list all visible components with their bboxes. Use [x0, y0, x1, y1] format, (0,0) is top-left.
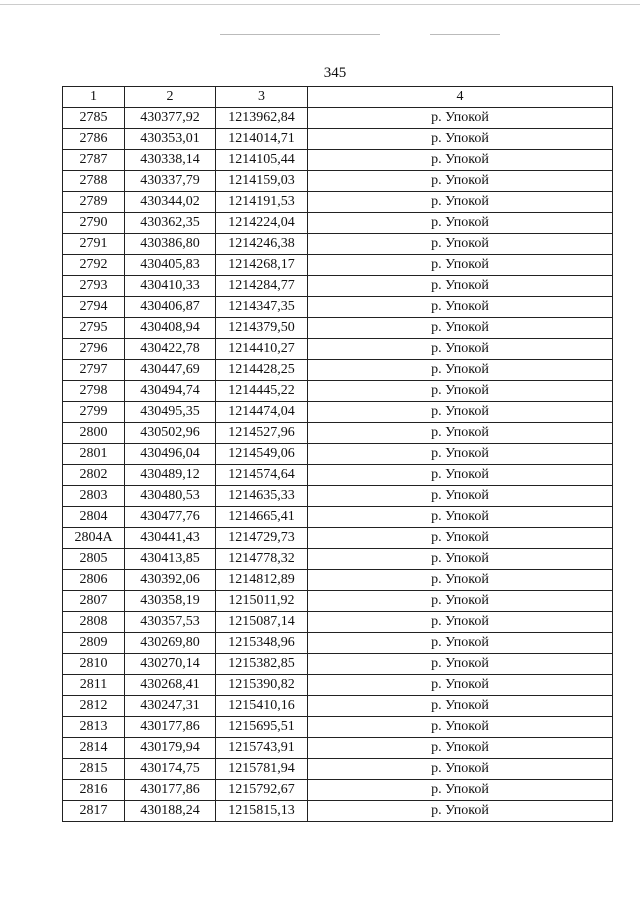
table-row	[63, 276, 613, 297]
x-coordinate-cell: 430480,53	[125, 486, 216, 507]
description-cell: р. Упокой	[308, 486, 613, 507]
y-coordinate-cell: 1215792,67	[216, 780, 308, 801]
y-coordinate-cell: 1214105,44	[216, 150, 308, 171]
point-number-cell: 2799	[63, 402, 125, 423]
point-number-cell: 2807	[63, 591, 125, 612]
description-cell: р. Упокой	[308, 465, 613, 486]
point-number-cell: 2787	[63, 150, 125, 171]
table-row	[63, 171, 613, 192]
table-row	[63, 192, 613, 213]
table-row	[63, 696, 613, 717]
x-coordinate-cell: 430174,75	[125, 759, 216, 780]
x-coordinate-cell: 430477,76	[125, 507, 216, 528]
description-cell: р. Упокой	[308, 255, 613, 276]
y-coordinate-cell: 1214549,06	[216, 444, 308, 465]
y-coordinate-cell: 1214812,89	[216, 570, 308, 591]
description-cell: р. Упокой	[308, 192, 613, 213]
table-row	[63, 255, 613, 276]
x-coordinate-cell: 430269,80	[125, 633, 216, 654]
x-coordinate-cell: 430494,74	[125, 381, 216, 402]
scan-artifact-line	[220, 34, 380, 35]
description-cell: р. Упокой	[308, 108, 613, 129]
y-coordinate-cell: 1215087,14	[216, 612, 308, 633]
description-cell: р. Упокой	[308, 360, 613, 381]
point-number-cell: 2805	[63, 549, 125, 570]
table-header-row	[63, 87, 613, 108]
table-row	[63, 339, 613, 360]
description-cell: р. Упокой	[308, 801, 613, 822]
description-cell: р. Упокой	[308, 633, 613, 654]
x-coordinate-cell: 430495,35	[125, 402, 216, 423]
description-cell: р. Упокой	[308, 570, 613, 591]
y-coordinate-cell: 1214347,35	[216, 297, 308, 318]
description-cell: р. Упокой	[308, 423, 613, 444]
point-number-cell: 2814	[63, 738, 125, 759]
description-cell: р. Упокой	[308, 444, 613, 465]
x-coordinate-cell: 430502,96	[125, 423, 216, 444]
y-coordinate-cell: 1214191,53	[216, 192, 308, 213]
point-number-cell: 2812	[63, 696, 125, 717]
y-coordinate-cell: 1214410,27	[216, 339, 308, 360]
y-coordinate-cell: 1214428,25	[216, 360, 308, 381]
y-coordinate-cell: 1214268,17	[216, 255, 308, 276]
description-cell: р. Упокой	[308, 213, 613, 234]
point-number-cell: 2804А	[63, 528, 125, 549]
x-coordinate-cell: 430179,94	[125, 738, 216, 759]
table-row	[63, 780, 613, 801]
point-number-cell: 2797	[63, 360, 125, 381]
description-cell: р. Упокой	[308, 780, 613, 801]
point-number-cell: 2796	[63, 339, 125, 360]
x-coordinate-cell: 430405,83	[125, 255, 216, 276]
y-coordinate-cell: 1215695,51	[216, 717, 308, 738]
scan-artifact-line	[0, 4, 640, 5]
table-row	[63, 297, 613, 318]
table-row	[63, 129, 613, 150]
table-row	[63, 381, 613, 402]
point-number-cell: 2791	[63, 234, 125, 255]
x-coordinate-cell: 430410,33	[125, 276, 216, 297]
y-coordinate-cell: 1215011,92	[216, 591, 308, 612]
table-row	[63, 360, 613, 381]
table-row	[63, 549, 613, 570]
point-number-cell: 2802	[63, 465, 125, 486]
x-coordinate-cell: 430392,06	[125, 570, 216, 591]
description-cell: р. Упокой	[308, 402, 613, 423]
x-coordinate-cell: 430413,85	[125, 549, 216, 570]
y-coordinate-cell: 1215815,13	[216, 801, 308, 822]
coordinates-table	[62, 86, 613, 822]
point-number-cell: 2788	[63, 171, 125, 192]
x-coordinate-cell: 430353,01	[125, 129, 216, 150]
x-coordinate-cell: 430268,41	[125, 675, 216, 696]
column-header: 3	[216, 87, 308, 108]
y-coordinate-cell: 1213962,84	[216, 108, 308, 129]
x-coordinate-cell: 430338,14	[125, 150, 216, 171]
x-coordinate-cell: 430447,69	[125, 360, 216, 381]
table-row	[63, 213, 613, 234]
point-number-cell: 2801	[63, 444, 125, 465]
point-number-cell: 2785	[63, 108, 125, 129]
description-cell: р. Упокой	[308, 528, 613, 549]
table-row	[63, 801, 613, 822]
y-coordinate-cell: 1214014,71	[216, 129, 308, 150]
x-coordinate-cell: 430344,02	[125, 192, 216, 213]
table-row	[63, 591, 613, 612]
x-coordinate-cell: 430247,31	[125, 696, 216, 717]
table-row	[63, 654, 613, 675]
table-row	[63, 150, 613, 171]
x-coordinate-cell: 430406,87	[125, 297, 216, 318]
x-coordinate-cell: 430270,14	[125, 654, 216, 675]
point-number-cell: 2817	[63, 801, 125, 822]
x-coordinate-cell: 430177,86	[125, 717, 216, 738]
x-coordinate-cell: 430337,79	[125, 171, 216, 192]
x-coordinate-cell: 430422,78	[125, 339, 216, 360]
point-number-cell: 2810	[63, 654, 125, 675]
point-number-cell: 2813	[63, 717, 125, 738]
table-row	[63, 402, 613, 423]
x-coordinate-cell: 430188,24	[125, 801, 216, 822]
y-coordinate-cell: 1214224,04	[216, 213, 308, 234]
point-number-cell: 2793	[63, 276, 125, 297]
y-coordinate-cell: 1214445,22	[216, 381, 308, 402]
description-cell: р. Упокой	[308, 675, 613, 696]
table-row	[63, 486, 613, 507]
y-coordinate-cell: 1214635,33	[216, 486, 308, 507]
point-number-cell: 2786	[63, 129, 125, 150]
x-coordinate-cell: 430177,86	[125, 780, 216, 801]
y-coordinate-cell: 1214665,41	[216, 507, 308, 528]
description-cell: р. Упокой	[308, 759, 613, 780]
y-coordinate-cell: 1214246,38	[216, 234, 308, 255]
x-coordinate-cell: 430489,12	[125, 465, 216, 486]
table-row	[63, 465, 613, 486]
x-coordinate-cell: 430408,94	[125, 318, 216, 339]
description-cell: р. Упокой	[308, 507, 613, 528]
y-coordinate-cell: 1214574,64	[216, 465, 308, 486]
description-cell: р. Упокой	[308, 696, 613, 717]
point-number-cell: 2806	[63, 570, 125, 591]
table-row	[63, 612, 613, 633]
description-cell: р. Упокой	[308, 318, 613, 339]
column-header: 2	[125, 87, 216, 108]
point-number-cell: 2804	[63, 507, 125, 528]
y-coordinate-cell: 1214159,03	[216, 171, 308, 192]
point-number-cell: 2808	[63, 612, 125, 633]
description-cell: р. Упокой	[308, 738, 613, 759]
table-row	[63, 675, 613, 696]
column-header: 4	[308, 87, 613, 108]
point-number-cell: 2803	[63, 486, 125, 507]
description-cell: р. Упокой	[308, 234, 613, 255]
table-row	[63, 570, 613, 591]
y-coordinate-cell: 1214778,32	[216, 549, 308, 570]
point-number-cell: 2800	[63, 423, 125, 444]
x-coordinate-cell: 430357,53	[125, 612, 216, 633]
x-coordinate-cell: 430358,19	[125, 591, 216, 612]
point-number-cell: 2815	[63, 759, 125, 780]
x-coordinate-cell: 430386,80	[125, 234, 216, 255]
y-coordinate-cell: 1214284,77	[216, 276, 308, 297]
y-coordinate-cell: 1215743,91	[216, 738, 308, 759]
y-coordinate-cell: 1214379,50	[216, 318, 308, 339]
description-cell: р. Упокой	[308, 276, 613, 297]
table-row	[63, 444, 613, 465]
table-row	[63, 234, 613, 255]
x-coordinate-cell: 430496,04	[125, 444, 216, 465]
table-row	[63, 507, 613, 528]
table-row	[63, 759, 613, 780]
point-number-cell: 2816	[63, 780, 125, 801]
y-coordinate-cell: 1214474,04	[216, 402, 308, 423]
point-number-cell: 2789	[63, 192, 125, 213]
description-cell: р. Упокой	[308, 381, 613, 402]
description-cell: р. Упокой	[308, 612, 613, 633]
page-number: 345	[323, 65, 347, 81]
point-number-cell: 2790	[63, 213, 125, 234]
point-number-cell: 2809	[63, 633, 125, 654]
table-row	[63, 423, 613, 444]
y-coordinate-cell: 1214729,73	[216, 528, 308, 549]
description-cell: р. Упокой	[308, 339, 613, 360]
x-coordinate-cell: 430362,35	[125, 213, 216, 234]
description-cell: р. Упокой	[308, 591, 613, 612]
table-row	[63, 717, 613, 738]
y-coordinate-cell: 1215781,94	[216, 759, 308, 780]
point-number-cell: 2792	[63, 255, 125, 276]
point-number-cell: 2795	[63, 318, 125, 339]
point-number-cell: 2811	[63, 675, 125, 696]
x-coordinate-cell: 430441,43	[125, 528, 216, 549]
description-cell: р. Упокой	[308, 297, 613, 318]
y-coordinate-cell: 1215390,82	[216, 675, 308, 696]
description-cell: р. Упокой	[308, 654, 613, 675]
point-number-cell: 2798	[63, 381, 125, 402]
table-row	[63, 318, 613, 339]
x-coordinate-cell: 430377,92	[125, 108, 216, 129]
description-cell: р. Упокой	[308, 717, 613, 738]
description-cell: р. Упокой	[308, 129, 613, 150]
table-row	[63, 108, 613, 129]
y-coordinate-cell: 1215410,16	[216, 696, 308, 717]
column-header: 1	[63, 87, 125, 108]
description-cell: р. Упокой	[308, 171, 613, 192]
y-coordinate-cell: 1214527,96	[216, 423, 308, 444]
table-row	[63, 738, 613, 759]
description-cell: р. Упокой	[308, 150, 613, 171]
description-cell: р. Упокой	[308, 549, 613, 570]
scan-artifact-line	[430, 34, 500, 35]
y-coordinate-cell: 1215348,96	[216, 633, 308, 654]
table-row	[63, 633, 613, 654]
table-row	[63, 528, 613, 549]
point-number-cell: 2794	[63, 297, 125, 318]
y-coordinate-cell: 1215382,85	[216, 654, 308, 675]
